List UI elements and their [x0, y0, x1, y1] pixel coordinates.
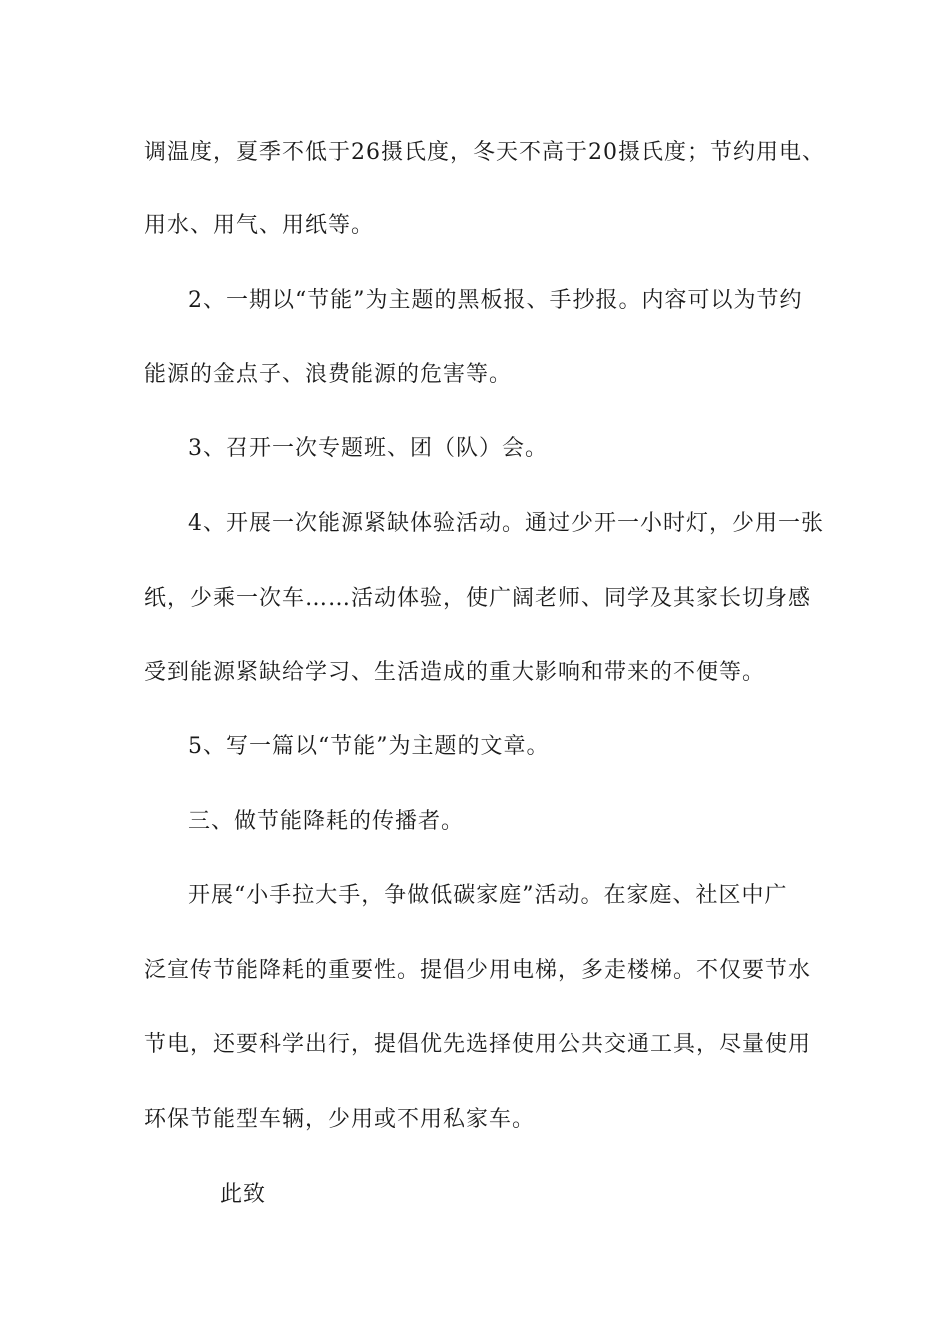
text-line: 三、做节能降耗的传播者。: [188, 809, 465, 834]
text-line: 4、开展一次能源紧缺体验活动。通过少开一小时灯，少用一张: [188, 511, 824, 536]
closing-salutation: 此致: [220, 1182, 267, 1207]
text-line: 3、召开一次专题班、团（队）会。: [188, 436, 548, 461]
text-line: 泛宣传节能降耗的重要性。提倡少用电梯，多走楼梯。不仅要节水: [144, 958, 812, 983]
text-line: 用水、用气、用纸等。: [144, 213, 375, 238]
text-line: 环保节能型车辆，少用或不用私家车。: [144, 1107, 536, 1132]
text-line: 调温度，夏季不低于26摄氏度，冬天不高于20摄氏度；节约用电、: [144, 140, 825, 165]
text-line: 纸，少乘一次车……活动体验，使广阔老师、同学及其家长切身感: [144, 586, 812, 611]
text-line: 5、写一篇以“节能”为主题的文章。: [188, 734, 550, 759]
text-line: 节电，还要科学出行，提倡优先选择使用公共交通工具，尽量使用: [144, 1032, 812, 1057]
text-line: 受到能源紧缺给学习、生活造成的重大影响和带来的不便等。: [144, 660, 766, 685]
text-line: 能源的金点子、浪费能源的危害等。: [144, 362, 513, 387]
text-line: 开展“小手拉大手，争做低碳家庭”活动。在家庭、社区中广: [188, 883, 788, 908]
text-line: 2、一期以“节能”为主题的黑板报、手抄报。内容可以为节约: [188, 288, 803, 313]
